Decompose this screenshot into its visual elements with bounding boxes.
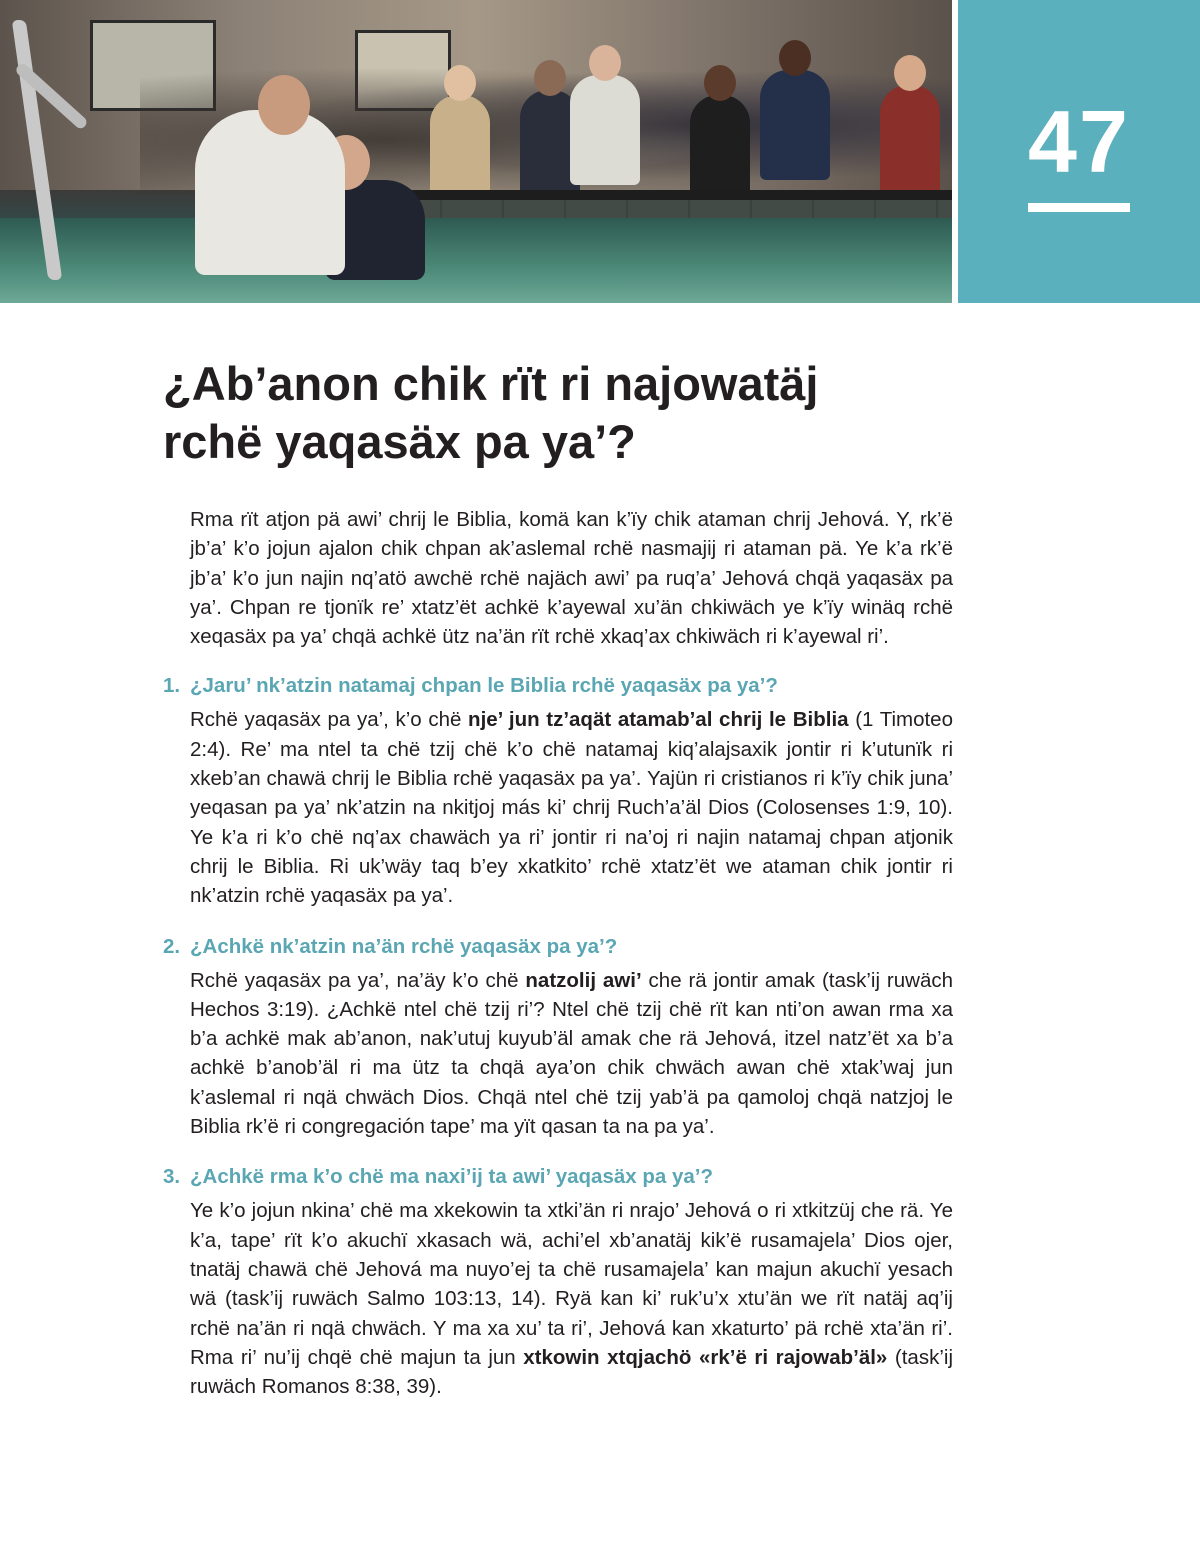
question-text: ¿Achkë nk’atzin na’än rchë yaqasäx pa ya’?	[190, 934, 618, 958]
lesson-underline	[1028, 203, 1130, 212]
question-text: ¿Jaru’ nk’atzin natamaj chpan le Biblia rchë yaqasäx pa ya’?	[190, 674, 778, 698]
question-number: 3.	[163, 1165, 181, 1189]
title-line-1: ¿Ab’anon chik rït ri najowatäj	[163, 357, 819, 410]
answer-3	[190, 1196, 953, 1401]
photo-spectator	[570, 75, 640, 185]
question-2	[163, 932, 953, 961]
lesson-body	[163, 505, 953, 1401]
answer-2	[190, 966, 953, 1142]
lesson-badge	[958, 0, 1200, 303]
answer-text: Ye k’o jojun nkina’ chë ma xkekowin ta xtki’än ri nrajo’ Jehová o ri xtkitzüj che rä. Ye k’a, tape’ rït k’o akuchï xkasach wä, achi’el xb’anatäj kik’ë rusamajela’ Dios ojer, tnatäj chawä chë Jehová ma nuyo’ej ta chë rusamajela’ kan majun akuchï yesach wä (task’ij ruwäch Salmo 103:13, 14). Ryä kan ki’ ruk’u’x xtu’än we rït natäj aq’ij rchë na’än ri nqä chwäch. Y ma xa xu’ ta ri’, Jehová kan xkaturto’ pä rchë xta’än ri’. Rma ri’ nu’ij chqë chë majun ta jun	[190, 1199, 953, 1369]
photo-spectator	[760, 70, 830, 180]
answer-1	[190, 705, 953, 910]
baptism-photo	[0, 0, 952, 303]
question-text: ¿Achkë rma k’o chë ma naxi’ij ta awi’ yaqasäx pa ya’?	[190, 1165, 714, 1189]
photo-spectator	[880, 85, 940, 195]
photo-spectator	[430, 95, 490, 205]
answer-emphasis: nje’ jun tz’aqät atamab’al chrij le Biblia	[468, 708, 849, 732]
photo-spectator	[690, 95, 750, 205]
photo-person-baptizer-head	[258, 75, 310, 135]
pool-water	[0, 218, 952, 303]
question-number: 1.	[163, 674, 181, 698]
answer-text: Rchë yaqasäx pa ya’, na’äy k’o chë	[190, 968, 526, 992]
answer-emphasis: natzolij awi’	[525, 968, 642, 992]
answer-text: Rchë yaqasäx pa ya’, k’o chë	[190, 708, 469, 732]
intro-paragraph: Rma rït atjon pä awi’ chrij le Biblia, komä kan k’ïy chik ataman chrij Jehová. Y, rk’ë jb’a’ k’o jojun ajalon chik chpan ak’aslemal rchë nasmajij ri ataman pä. Ye k’a rk’ë jb’a’ k’o jun najin nq’atö awchë rchë najäch awi’ pa ruq’a’ Jehová chqä yaqasäx pa ya’. Chpan re tjonïk re’ xtatz’ët achkë k’ayewal xu’än chkiwäch ye k’ïy winäq rchë xeqasäx pa ya’ chqä achkë ütz na’än rït rchë xkaq’ax chkiwäch ri k’ayewal ri’.	[190, 508, 953, 649]
page-title	[163, 355, 963, 471]
question-number: 2.	[163, 934, 181, 958]
title-line-2: rchë yaqasäx pa ya’?	[163, 415, 636, 468]
question-3	[163, 1162, 953, 1191]
answer-text: che rä jontir amak (task’ij ruwäch Hechos 3:19). ¿Achkë ntel chë tzij ri’? Ntel chë tzij chë rït kan nti’on awan rma xa b’a achkë mak ab’anon, nak’utuj kuyub’äl amak che rä Jehová, itzel natz’ët xa b’a achkë b’anob’äl ri ma ütz ta chqä aya’on chik chwäch awan chë xtak’waj jun k’aslemal ri nqä chwäch Dios. Chqä ntel chë tzij yab’ä pa qamoloj chqä natzjoj le Biblia rk’ë ri congregación tape’ ma yït qasan ta na pa ya’.	[190, 968, 954, 1139]
answer-text: (task’ij ruwäch Romanos 8:38, 39).	[190, 1345, 953, 1399]
question-1	[163, 671, 953, 700]
answer-text: (1 Timoteo 2:4). Re’ ma ntel ta chë tzij chë k’o chë natamaj kiq’alajsaxik jontir ri k’utunïk ri xkeb’an chawä chrij le Biblia rchë yaqasäx pa ya’. Yajün ri cristianos ri k’ïy chik juna’ yeqasan pa ya’ nk’atzin na nkitjoj más ki’ chrij Ruch’a’äl Dios (Colosenses 1:9, 10). Ye k’a ri k’o chë nq’ax chawäch ya ri’ jontir ri na’oj ri najin natamaj chpan atjonik chrij le Biblia. Ri uk’wäy taq b’ey xkatkito’ rchë xtatz’ët we ataman chik jontir ri nk’atzin rchë yaqasäx pa ya’.	[190, 708, 953, 908]
photo-person-baptizer	[195, 110, 345, 275]
answer-emphasis: xtkowin xtqjachö «rk’ë ri rajowab’äl»	[523, 1345, 888, 1369]
lesson-number: 47	[1028, 92, 1130, 191]
